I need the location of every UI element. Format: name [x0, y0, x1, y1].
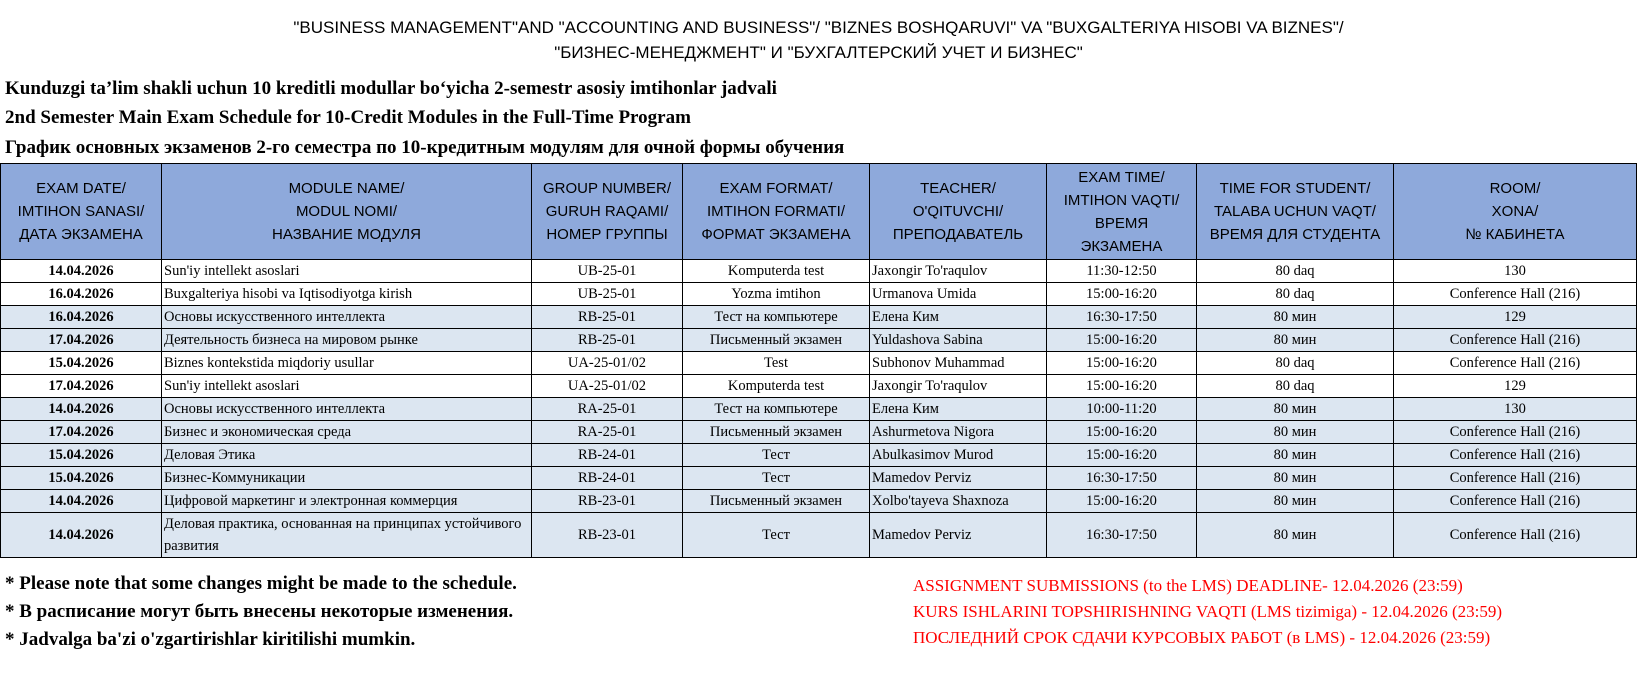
assignment-deadline-english: ASSIGNMENT SUBMISSIONS (to the LMS) DEADLINE- 12.04.2026 (23:59)	[913, 576, 1463, 595]
group-number-cell: UB-25-01	[532, 283, 683, 306]
teacher-cell: Jaxongir To'raqulov	[870, 260, 1047, 283]
table-row	[1, 513, 1637, 558]
module-name-cell: Buxgalteriya hisobi va Iqtisodiyotga kirish	[162, 283, 532, 306]
exam-time-cell: 15:00-16:20	[1047, 490, 1197, 513]
module-name-cell: Sun'iy intellekt asoslari	[162, 375, 532, 398]
assignment-deadline-russian: ПОСЛЕДНИЙ СРОК СДАЧИ КУРСОВЫХ РАБОТ (в LMS) - 12.04.2026 (23:59)	[913, 628, 1491, 647]
exam-time-cell: 15:00-16:20	[1047, 329, 1197, 352]
teacher-cell: Urmanova Umida	[870, 283, 1047, 306]
room-cell: Conference Hall (216)	[1394, 513, 1637, 558]
teacher-cell: Mamedov Perviz	[870, 467, 1047, 490]
exam-date-cell: 14.04.2026	[1, 490, 162, 513]
exam-date-cell: 15.04.2026	[1, 444, 162, 467]
room-cell: Conference Hall (216)	[1394, 490, 1637, 513]
exam-time-cell: 11:30-12:50	[1047, 260, 1197, 283]
student-time-cell: 80 daq	[1197, 375, 1394, 398]
student-time-cell: 80 мин	[1197, 490, 1394, 513]
exam-date-cell: 14.04.2026	[1, 260, 162, 283]
exam-date-cell: 15.04.2026	[1, 352, 162, 375]
table-row	[1, 283, 1637, 306]
assignment-deadline-uzbek: KURS ISHLARINI TOPSHIRISHNING VAQTI (LMS tizimiga) - 12.04.2026 (23:59)	[913, 602, 1503, 621]
student-time-cell: 80 мин	[1197, 398, 1394, 421]
exam-date-cell: 16.04.2026	[1, 306, 162, 329]
exam-format-cell: Yozma imtihon	[683, 283, 870, 306]
exam-time-cell: 10:00-11:20	[1047, 398, 1197, 421]
exam-date-cell: 14.04.2026	[1, 398, 162, 421]
exam-format-cell: Тест	[683, 513, 870, 558]
student-time-cell: 80 мин	[1197, 444, 1394, 467]
teacher-cell: Елена Ким	[870, 398, 1047, 421]
student-time-cell: 80 daq	[1197, 352, 1394, 375]
teacher-cell: Ashurmetova Nigora	[870, 421, 1047, 444]
teacher-cell: Yuldashova Sabina	[870, 329, 1047, 352]
column-header-exam-time: EXAM TIME/ IMTIHON VAQTI/ ВРЕМЯ ЭКЗАМЕНА	[1047, 164, 1197, 260]
table-row	[1, 467, 1637, 490]
group-number-cell: UA-25-01/02	[532, 375, 683, 398]
table-row	[1, 421, 1637, 444]
group-number-cell: UA-25-01/02	[532, 352, 683, 375]
group-number-cell: UB-25-01	[532, 260, 683, 283]
room-cell: Conference Hall (216)	[1394, 352, 1637, 375]
column-header-module-name: MODULE NAME/ MODUL NOMI/ НАЗВАНИЕ МОДУЛЯ	[162, 164, 532, 260]
exam-date-cell: 15.04.2026	[1, 467, 162, 490]
room-cell: Conference Hall (216)	[1394, 421, 1637, 444]
exam-format-cell: Письменный экзамен	[683, 421, 870, 444]
teacher-cell: Abulkasimov Murod	[870, 444, 1047, 467]
schedule-change-note-uzbek: * Jadvalga ba'zi o'zgartirishlar kiritilishi mumkin.	[5, 629, 416, 650]
exam-date-cell: 17.04.2026	[1, 375, 162, 398]
group-number-cell: RA-25-01	[532, 398, 683, 421]
column-header-exam-date: EXAM DATE/ IMTIHON SANASI/ ДАТА ЭКЗАМЕНА	[1, 164, 162, 260]
exam-time-cell: 15:00-16:20	[1047, 283, 1197, 306]
module-name-cell: Бизнес-Коммуникации	[162, 467, 532, 490]
module-name-cell: Цифровой маркетинг и электронная коммерция	[162, 490, 532, 513]
room-cell: Conference Hall (216)	[1394, 329, 1637, 352]
student-time-cell: 80 мин	[1197, 329, 1394, 352]
room-cell: Conference Hall (216)	[1394, 444, 1637, 467]
document-title-line-1: "BUSINESS MANAGEMENT"AND "ACCOUNTING AND BUSINESS"/ "BIZNES BOSHQARUVI" VA "BUXGALTERIYA HISOBI VA BIZNES"/	[293, 18, 1344, 37]
module-name-cell: Основы искусственного интеллекта	[162, 398, 532, 421]
group-number-cell: RB-25-01	[532, 329, 683, 352]
subtitle-russian: График основных экзаменов 2-го семестра по 10-кредитным модулям для очной формы обучения	[5, 137, 845, 158]
exam-time-cell: 16:30-17:50	[1047, 513, 1197, 558]
exam-format-cell: Тест	[683, 444, 870, 467]
schedule-change-note-russian: * В расписание могут быть внесены некоторые изменения.	[5, 601, 514, 622]
student-time-cell: 80 мин	[1197, 513, 1394, 558]
table-row	[1, 398, 1637, 421]
exam-time-cell: 15:00-16:20	[1047, 444, 1197, 467]
group-number-cell: RB-23-01	[532, 490, 683, 513]
subtitle-english: 2nd Semester Main Exam Schedule for 10-Credit Modules in the Full-Time Program	[5, 107, 691, 128]
module-name-cell: Основы искусственного интеллекта	[162, 306, 532, 329]
student-time-cell: 80 daq	[1197, 283, 1394, 306]
module-name-cell: Biznes kontekstida miqdoriy usullar	[162, 352, 532, 375]
table-row	[1, 352, 1637, 375]
column-header-teacher: TEACHER/ O'QITUVCHI/ ПРЕПОДАВАТЕЛЬ	[870, 164, 1047, 260]
table-row	[1, 329, 1637, 352]
room-cell: Conference Hall (216)	[1394, 467, 1637, 490]
exam-time-cell: 16:30-17:50	[1047, 467, 1197, 490]
teacher-cell: Jaxongir To'raqulov	[870, 375, 1047, 398]
exam-format-cell: Письменный экзамен	[683, 490, 870, 513]
column-header-room: ROOM/ XONA/ № КАБИНЕТА	[1394, 164, 1637, 260]
teacher-cell: Xolbo'tayeva Shaxnoza	[870, 490, 1047, 513]
room-cell: Conference Hall (216)	[1394, 283, 1637, 306]
module-name-cell: Sun'iy intellekt asoslari	[162, 260, 532, 283]
exam-time-cell: 16:30-17:50	[1047, 306, 1197, 329]
teacher-cell: Елена Ким	[870, 306, 1047, 329]
table-header-row	[1, 164, 1637, 260]
teacher-cell: Subhonov Muhammad	[870, 352, 1047, 375]
document-title-line-2: "БИЗНЕС-МЕНЕДЖМЕНТ" И "БУХГАЛТЕРСКИЙ УЧЕТ И БИЗНЕС"	[554, 43, 1083, 62]
module-name-cell: Деловая Этика	[162, 444, 532, 467]
exam-time-cell: 15:00-16:20	[1047, 421, 1197, 444]
student-time-cell: 80 мин	[1197, 306, 1394, 329]
column-header-group-number: GROUP NUMBER/ GURUH RAQAMI/ НОМЕР ГРУППЫ	[532, 164, 683, 260]
table-row	[1, 260, 1637, 283]
module-name-cell: Бизнес и экономическая среда	[162, 421, 532, 444]
group-number-cell: RA-25-01	[532, 421, 683, 444]
exam-format-cell: Test	[683, 352, 870, 375]
student-time-cell: 80 мин	[1197, 421, 1394, 444]
exam-time-cell: 15:00-16:20	[1047, 375, 1197, 398]
group-number-cell: RB-24-01	[532, 467, 683, 490]
room-cell: 130	[1394, 260, 1637, 283]
student-time-cell: 80 daq	[1197, 260, 1394, 283]
module-name-cell: Деятельность бизнеса на мировом рынке	[162, 329, 532, 352]
schedule-change-note-english: * Please note that some changes might be made to the schedule.	[5, 573, 517, 594]
group-number-cell: RB-25-01	[532, 306, 683, 329]
table-row	[1, 375, 1637, 398]
room-cell: 130	[1394, 398, 1637, 421]
exam-format-cell: Komputerda test	[683, 260, 870, 283]
table-row	[1, 490, 1637, 513]
column-header-exam-format: EXAM FORMAT/ IMTIHON FORMATI/ ФОРМАТ ЭКЗАМЕНА	[683, 164, 870, 260]
teacher-cell: Mamedov Perviz	[870, 513, 1047, 558]
subtitle-uzbek: Kunduzgi taʼlim shakli uchun 10 kreditli modullar boʻyicha 2-semestr asosiy imtihonlar jadvali	[5, 78, 777, 99]
module-name-cell: Деловая практика, основанная на принципах устойчивого развития	[162, 513, 532, 558]
room-cell: 129	[1394, 375, 1637, 398]
group-number-cell: RB-24-01	[532, 444, 683, 467]
exam-format-cell: Письменный экзамен	[683, 329, 870, 352]
exam-date-cell: 17.04.2026	[1, 421, 162, 444]
exam-format-cell: Тест на компьютере	[683, 306, 870, 329]
exam-date-cell: 17.04.2026	[1, 329, 162, 352]
table-row	[1, 444, 1637, 467]
exam-date-cell: 14.04.2026	[1, 513, 162, 558]
exam-format-cell: Тест на компьютере	[683, 398, 870, 421]
room-cell: 129	[1394, 306, 1637, 329]
table-row	[1, 306, 1637, 329]
exam-format-cell: Komputerda test	[683, 375, 870, 398]
exam-time-cell: 15:00-16:20	[1047, 352, 1197, 375]
column-header-time-for-student: TIME FOR STUDENT/ TALABA UCHUN VAQT/ ВРЕМЯ ДЛЯ СТУДЕНТА	[1197, 164, 1394, 260]
student-time-cell: 80 мин	[1197, 467, 1394, 490]
group-number-cell: RB-23-01	[532, 513, 683, 558]
exam-schedule-table	[0, 163, 1637, 558]
exam-date-cell: 16.04.2026	[1, 283, 162, 306]
exam-format-cell: Тест	[683, 467, 870, 490]
